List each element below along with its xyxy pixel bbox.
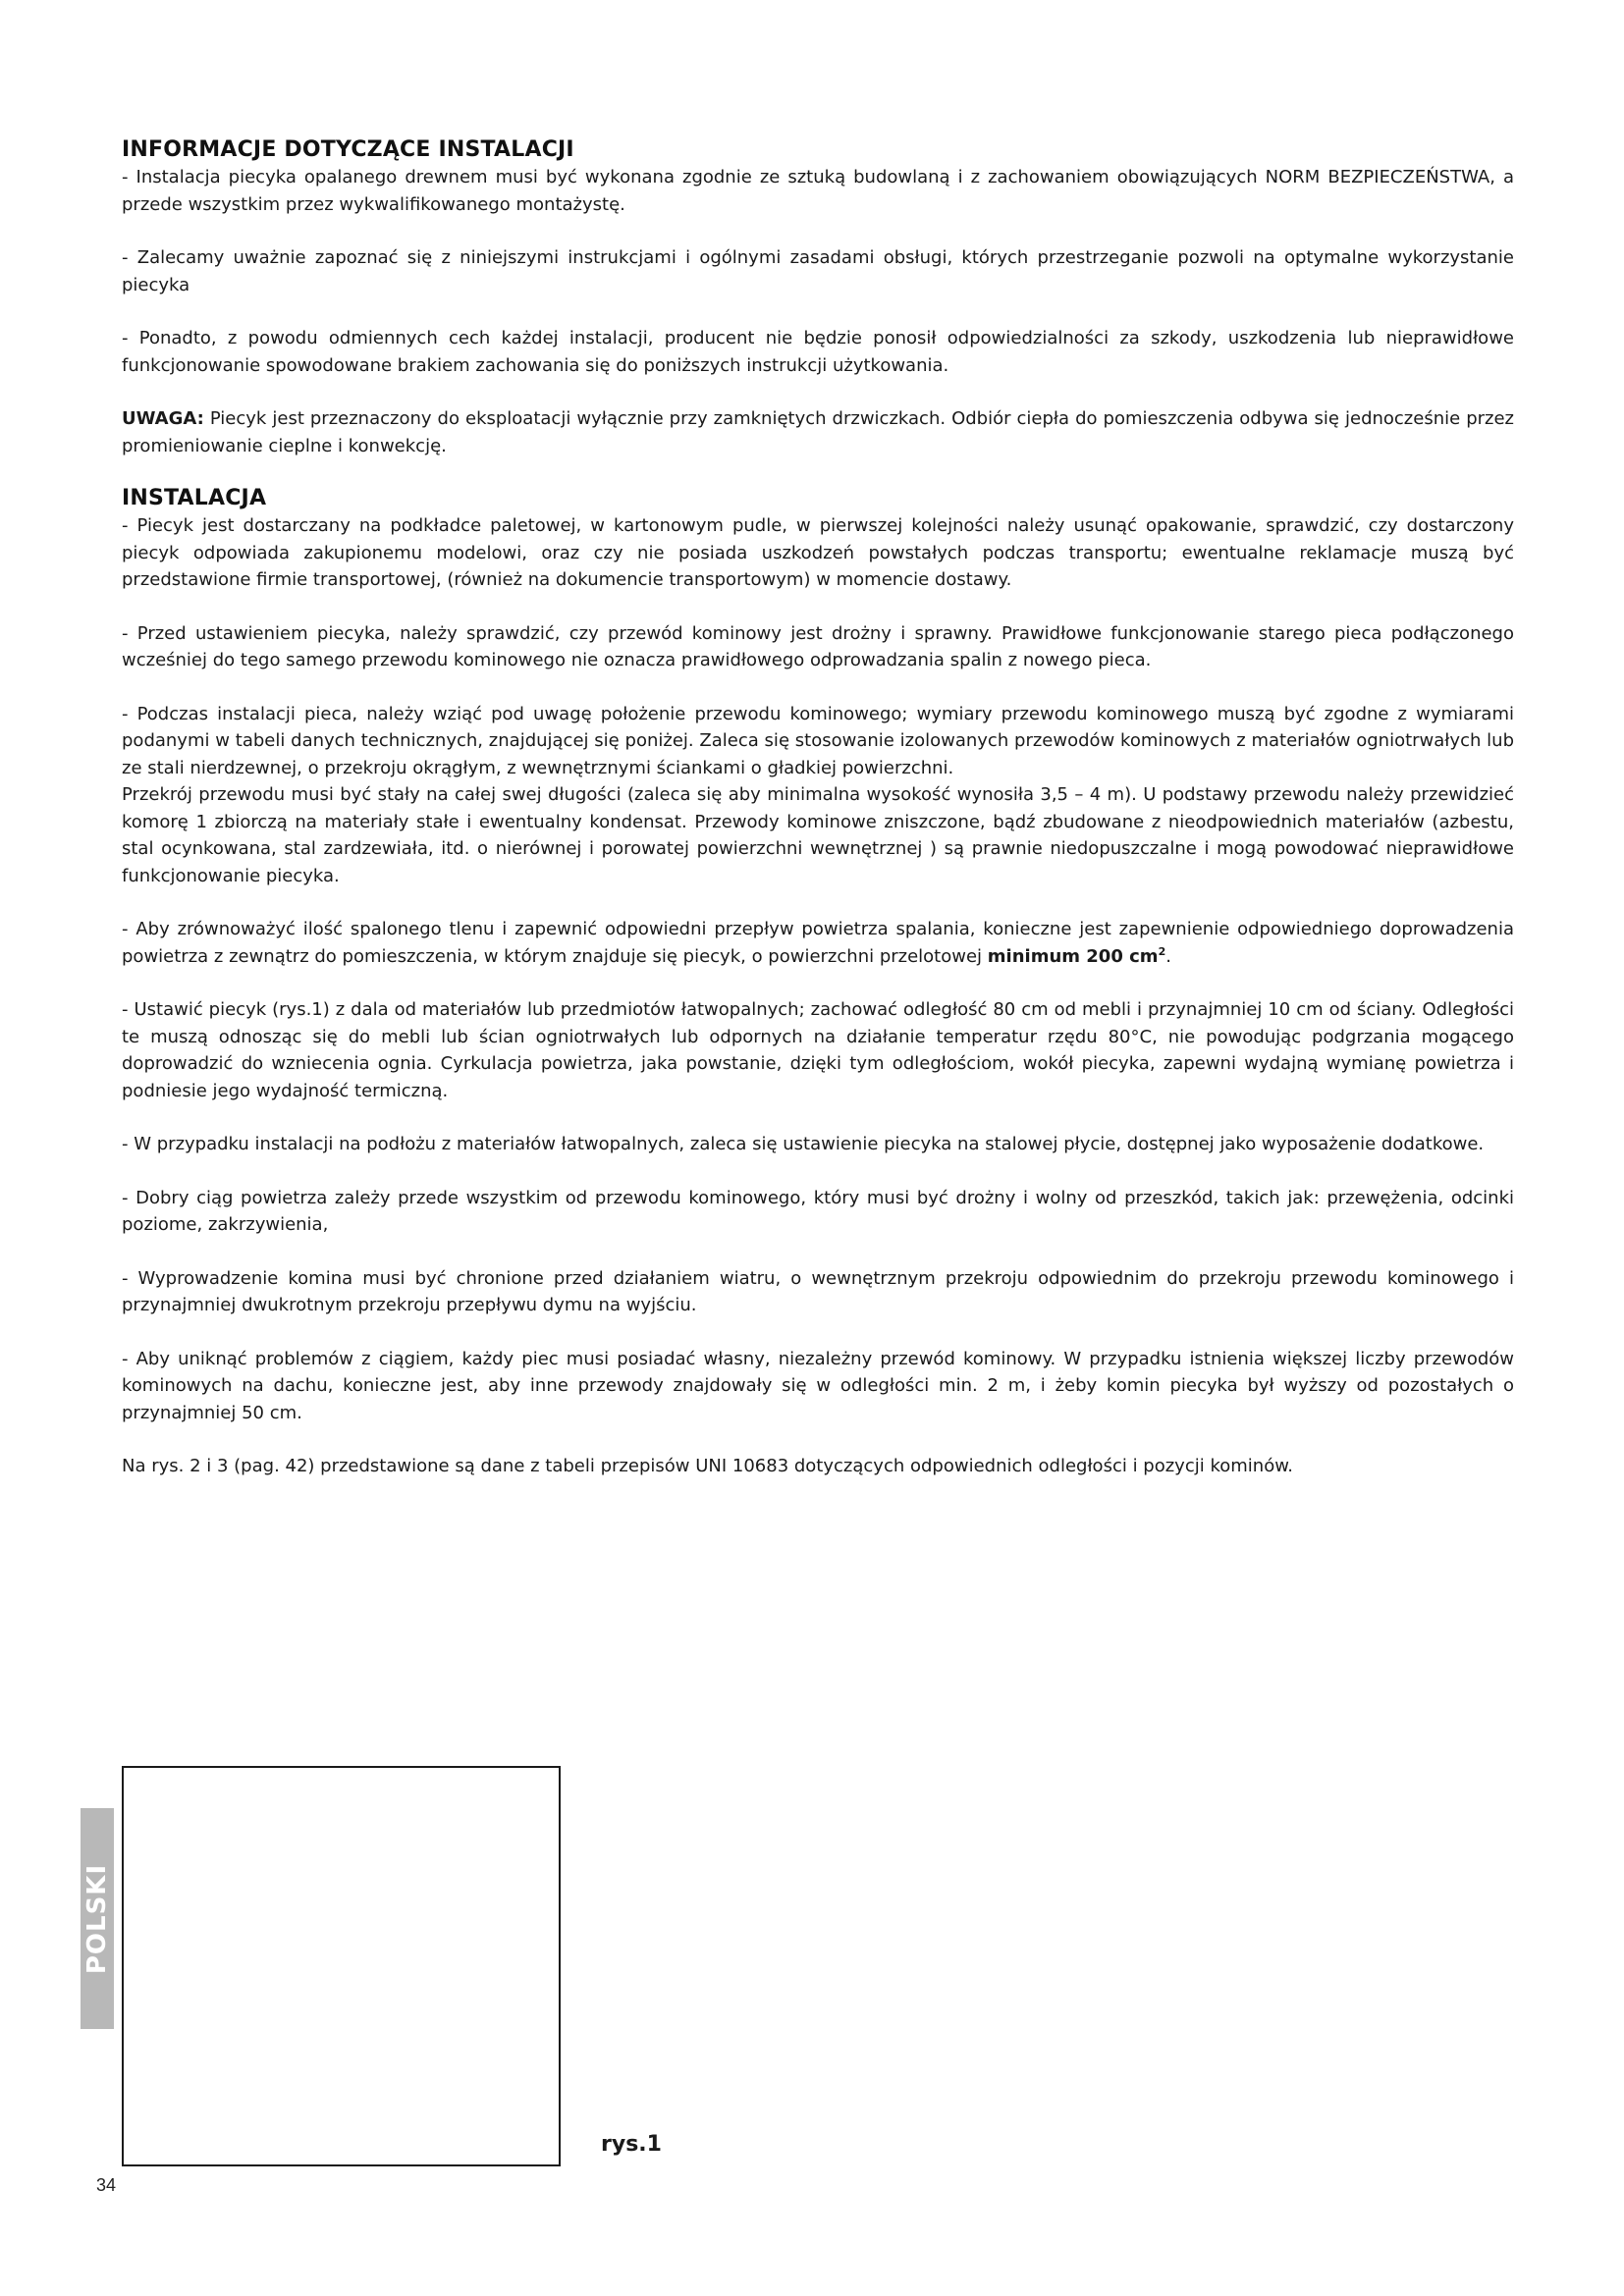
language-tab: [81, 1808, 114, 2029]
paragraph-flammable-floor: - W przypadku instalacji na podłożu z materiałów łatwopalnych, zaleca się ustawienie piecyka na stalowej płycie, dostępnej jako wyposażenie dodatkowe.: [122, 1134, 1485, 1154]
air-supply-text: - Aby zrównoważyć ilość spalonego tlenu i zapewnić odpowiedni przepływ powietrza spalania, konieczne jest zapewnienie odpowiedniego doprowadzenia powietrza z zewnątrz do pomieszczenia, w którym znajduje się piecyk, o powierzchni przelotowej: [122, 919, 1514, 967]
air-supply-minimum: [988, 946, 1165, 967]
paragraph-air-supply: [122, 916, 1514, 970]
figure-1-frame: [122, 1766, 561, 2166]
page-number: 34: [96, 2175, 117, 2195]
paragraph-safety-norms: - Instalacja piecyka opalanego drewnem musi być wykonana zgodnie ze sztuką budowlaną i z zachowaniem obowiązujących NORM BEZPIECZEŃSTWA, a przede wszystkim przez wykwalifikowanego montażystę.: [122, 167, 1514, 215]
figure-1-caption: rys.1: [601, 2132, 662, 2157]
warning-label: UWAGA:: [122, 408, 204, 429]
language-tab-label: POLSKI: [82, 1863, 112, 1974]
paragraph-distances: - Ustawić piecyk (rys.1) z dala od materiałów lub przedmiotów łatwopalnych; zachować odległość 80 cm od mebli i przynajmniej 10 cm od ściany. Odległości te muszą odnosząc się do mebli lub ścian ogniotrwałych lub odpornych na działanie temperatur rzędu 80°C, nie powodując podgrzania mogącego doprowadzić do wzniecenia ognia. Cyrkulacja powietrza, jaka powstanie, dzięki tym odległościom, wokół piecyka, zapewni wydajną wymianę powietrza i podniesie jego wydajność termiczną.: [122, 999, 1514, 1101]
paragraph-delivery: - Piecyk jest dostarczany na podkładce paletowej, w kartonowym pudle, w pierwszej kolejności należy usunąć opakowanie, sprawdzić, czy dostarczony piecyk odpowiada zakupionemu modelowi, oraz czy nie posiada uszkodzeń powstałych podczas transportu; ewentualne reklamacje muszą być przedstawione firmie transportowej, (również na dokumencie transportowym) w momencie dostawy.: [122, 515, 1514, 590]
warning-text: Piecyk jest przeznaczony do eksploatacji wyłącznie przy zamkniętych drzwiczkach. Odbiór ciepła do pomieszczenia odbywa się jednocześnie przez promieniowanie cieplne i konwekcję.: [122, 408, 1514, 456]
paragraph-chimney-position: - Podczas instalacji pieca, należy wziąć pod uwagę położenie przewodu kominowego; wymiary przewodu kominowego muszą być zgodne z wymiarami podanymi w tabeli danych technicznych, znajdującej się poniżej. Zaleca się stosowanie izolowanych przewodów kominowych z materiałów ogniotrwałych lub ze stali nierdzewnej, o przekroju okrągłym, z wewnętrznymi ściankami o gładkiej powierzchni.: [122, 703, 1514, 778]
document-body: [122, 137, 1514, 1507]
paragraph-independent-flue: - Aby uniknąć problemów z ciągiem, każdy piec musi posiadać własny, niezależny przewód kominowy. W przypadku istnienia większej liczby przewodów kominowych na dachu, konieczne jest, aby inne przewody znajdowały się w odległości min. 2 m, i żeby komin piecyka był wyższy od pozostałych o przynajmniej 50 cm.: [122, 1348, 1514, 1423]
air-supply-minimum-value: minimum 200 cm: [987, 945, 1159, 967]
air-supply-end: .: [1165, 945, 1171, 967]
section-heading-installation-info: INFORMACJE DOTYCZĄCE INSTALACJI: [122, 137, 574, 162]
paragraph-chimney-section: Przekrój przewodu musi być stały na całej swej długości (zaleca się aby minimalna wysokość wynosiła 3,5 – 4 m). U podstawy przewodu należy przewidzieć komorę 1 zbiorczą na materiały stałe i ewentualny kondensat. Przewody kominowe zniszczone, bądź zbudowane z nieodpowiednich materiałów (azbestu, stal ocynkowana, stal zardzewiała, itd. o nierównej i porowatej powierzchni wewnętrznej ) są prawnie niedopuszczalne i mogą powodować nieprawidłowe funkcjonowanie piecyka.: [122, 784, 1514, 886]
superscript-2: 2: [1158, 944, 1166, 958]
paragraph-reference-figures: Na rys. 2 i 3 (pag. 42) przedstawione są dane z tabeli przepisów UNI 10683 dotyczących odpowiednich odległości i pozycji kominów.: [122, 1456, 1293, 1476]
paragraph-chimney-check: - Przed ustawieniem piecyka, należy sprawdzić, czy przewód kominowy jest drożny i sprawny. Prawidłowe funkcjonowanie starego pieca podłączonego wcześniej do tego samego przewodu kominowego nie oznacza prawidłowego odprowadzania spalin z nowego pieca.: [122, 622, 1514, 670]
section-heading-installation: INSTALACJA: [122, 486, 267, 510]
paragraph-warning: [122, 405, 1514, 459]
paragraph-chimney-outlet: - Wyprowadzenie komina musi być chronione przed działaniem wiatru, o wewnętrznym przekroju odpowiednim do przekroju przewodu kominowego i przynajmniej dwukrotnym przekroju przepływu dymu na wyjściu.: [122, 1267, 1514, 1315]
paragraph-draught: - Dobry ciąg powietrza zależy przede wszystkim od przewodu kominowego, który musi być drożny i wolny od przeszkód, takich jak: przewężenia, odcinki poziome, zakrzywienia,: [122, 1187, 1514, 1235]
paragraph-liability: - Ponadto, z powodu odmiennych cech każdej instalacji, producent nie będzie ponosił odpowiedzialności za szkody, uszkodzenia lub nieprawidłowe funkcjonowanie spowodowane brakiem zachowania się do poniższych instrukcji użytkowania.: [122, 328, 1514, 376]
paragraph-read-instructions: - Zalecamy uważnie zapoznać się z niniejszymi instrukcjami i ogólnymi zasadami obsługi, których przestrzeganie pozwoli na optymalne wykorzystanie piecyka: [122, 247, 1514, 295]
